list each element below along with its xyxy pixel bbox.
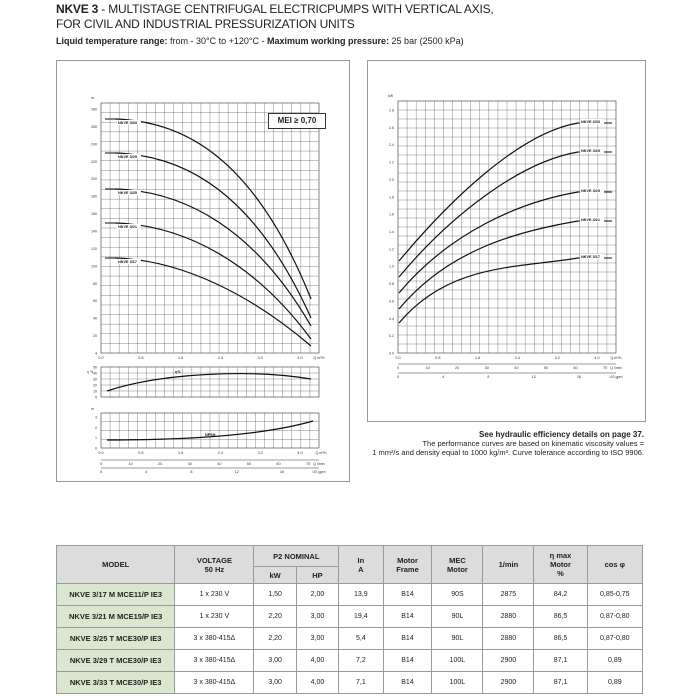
head-x-tick: 2.4 bbox=[217, 356, 224, 360]
head-y-tick: 200 bbox=[91, 177, 97, 182]
series-name: NKVE 3 bbox=[56, 2, 99, 16]
power-y-tick: 0.6 bbox=[389, 299, 394, 304]
subtitle bbox=[56, 36, 656, 46]
power-x-tick: 2.4 bbox=[514, 356, 521, 360]
cell-rpm: 2875 bbox=[483, 584, 534, 606]
head-y-tick: 180 bbox=[91, 194, 97, 199]
power-curve-label: NKVE 3/29 bbox=[581, 149, 600, 153]
npsh-x-tick: 3.2 bbox=[257, 451, 263, 455]
power-y-tick: 0.2 bbox=[389, 334, 394, 339]
eff-y-tick: 10 bbox=[93, 389, 97, 394]
spec-table bbox=[56, 545, 643, 694]
power-curve-label: NKVE 3/25 bbox=[581, 189, 600, 193]
table-row bbox=[57, 606, 643, 628]
cell-frame: B14 bbox=[383, 606, 432, 628]
cell-frame: B14 bbox=[383, 584, 432, 606]
head-chart-curves bbox=[105, 119, 311, 346]
head-x-unit: Q m³/h bbox=[313, 356, 325, 360]
cell-hp: 3,00 bbox=[296, 606, 338, 628]
power-curve-label: NKVE 3/17 bbox=[581, 255, 600, 259]
table-row bbox=[57, 628, 643, 650]
cell-mec: 90L bbox=[432, 606, 483, 628]
head-curve bbox=[115, 119, 311, 299]
cell-cos: 0,89 bbox=[587, 672, 642, 694]
cell-in: 7,2 bbox=[339, 650, 383, 672]
col-cos: cos φ bbox=[587, 546, 642, 584]
power-y-tick: 2.0 bbox=[389, 177, 394, 182]
npsh-curve-label: NPSH bbox=[205, 433, 216, 437]
eff-y-unit: η % bbox=[87, 370, 94, 374]
eff-curve-label: η% bbox=[175, 370, 181, 374]
head-x-tick: 4.0 bbox=[297, 356, 303, 360]
cell-voltage: 1 x 230 V bbox=[175, 584, 254, 606]
power-gpm-tick: 0 bbox=[396, 375, 400, 379]
head-y-tick: 100 bbox=[91, 264, 97, 269]
right-chart-panel bbox=[367, 60, 646, 422]
npsh-y-tick: 2 bbox=[95, 425, 97, 430]
eff-y-tick: 20 bbox=[93, 383, 97, 388]
power-lmin-tick: 60 bbox=[573, 366, 578, 370]
cell-rpm: 2880 bbox=[483, 606, 534, 628]
head-curve-label: NKVE 3/33 bbox=[118, 121, 137, 125]
head-x-tick: 3.2 bbox=[257, 356, 263, 360]
eta-unit: % bbox=[557, 569, 564, 578]
cell-kw: 3,00 bbox=[254, 672, 296, 694]
mec-sub: Motor bbox=[447, 564, 468, 574]
cell-eta: 86,5 bbox=[534, 606, 587, 628]
in-label: In bbox=[357, 555, 365, 565]
col-voltage bbox=[175, 546, 254, 584]
power-y-tick: 1.2 bbox=[389, 247, 394, 252]
cell-frame: B14 bbox=[383, 672, 432, 694]
col-hp: HP bbox=[296, 567, 338, 584]
power-lmin-unit: Q l/min bbox=[610, 366, 622, 370]
cell-hp: 2,00 bbox=[296, 584, 338, 606]
lmin-x-tick: 40 bbox=[217, 462, 222, 466]
temp-label: Liquid temperature range: bbox=[56, 36, 168, 46]
eff-y-tick: 50 bbox=[93, 365, 97, 370]
head-y-tick: 240 bbox=[91, 142, 97, 147]
cell-hp: 4,00 bbox=[296, 650, 338, 672]
cell-rpm: 2900 bbox=[483, 672, 534, 694]
power-x-unit: Q m³/h bbox=[610, 356, 622, 360]
lmin-x-tick: 20 bbox=[158, 462, 163, 466]
npsh-x-tick: 0.0 bbox=[98, 451, 104, 455]
col-rpm: 1/min bbox=[483, 546, 534, 584]
power-chart bbox=[368, 61, 645, 421]
cell-kw: 1,50 bbox=[254, 584, 296, 606]
power-gpm-unit: US gpm bbox=[609, 375, 623, 379]
col-frame bbox=[383, 546, 432, 584]
title-line-1 bbox=[56, 2, 656, 17]
pressure-value: 25 bar (2500 kPa) bbox=[389, 36, 464, 46]
mei-badge: MEI ≥ 0,70 bbox=[268, 113, 326, 129]
power-x-tick: 0.8 bbox=[435, 356, 441, 360]
cell-cos: 0,85-0,75 bbox=[587, 584, 642, 606]
head-y-tick: 160 bbox=[91, 212, 97, 217]
temp-value: from - 30°C to +120°C - bbox=[167, 36, 267, 46]
voltage-sub: 50 Hz bbox=[204, 564, 225, 574]
gpm-unit: US gpm bbox=[312, 470, 326, 474]
power-gpm-tick: 16 bbox=[576, 375, 582, 379]
power-x-tick: 1.6 bbox=[474, 356, 481, 360]
npsh-y-tick: 0 bbox=[95, 446, 97, 451]
cell-frame: B14 bbox=[383, 650, 432, 672]
npsh-x-unit: Q m³/h bbox=[315, 451, 327, 455]
title-line-2: FOR CIVIL AND INDUSTRIAL PRESSURIZATION UNITS bbox=[56, 17, 355, 31]
power-y-tick: 0.0 bbox=[389, 351, 394, 356]
npsh-x-tick: 0.8 bbox=[138, 451, 144, 455]
cell-hp: 3,00 bbox=[296, 628, 338, 650]
cell-eta: 87,1 bbox=[534, 672, 587, 694]
eta-label: η max bbox=[549, 551, 572, 560]
title-text: - MULTISTAGE CENTRIFUGAL ELECTRICPUMPS WITH VERTICAL AXIS, bbox=[98, 2, 494, 16]
col-in bbox=[339, 546, 383, 584]
cell-kw: 2,20 bbox=[254, 606, 296, 628]
cell-cos: 0,87-0,80 bbox=[587, 606, 642, 628]
table-row bbox=[57, 650, 643, 672]
npsh-y-tick: 3 bbox=[95, 415, 97, 420]
head-y-tick: 280 bbox=[91, 107, 97, 112]
cell-mec: 90L bbox=[432, 628, 483, 650]
head-y-tick: 80 bbox=[93, 281, 97, 286]
head-curve-label: NKVE 3/17 bbox=[118, 260, 137, 264]
head-y-tick: 120 bbox=[91, 246, 97, 251]
power-x-tick: 3.2 bbox=[554, 356, 560, 360]
power-y-tick: 0.4 bbox=[389, 316, 394, 321]
power-gpm-tick: 12 bbox=[531, 375, 536, 379]
cell-voltage: 1 x 230 V bbox=[175, 606, 254, 628]
voltage-label: VOLTAGE bbox=[196, 555, 232, 565]
eff-y-tick: 30 bbox=[93, 377, 97, 382]
lmin-x-tick: 0 bbox=[99, 462, 103, 466]
eff-y-tick: 40 bbox=[93, 371, 97, 376]
gpm-x-tick: 8 bbox=[190, 470, 193, 474]
head-curve bbox=[115, 258, 311, 346]
power-y-tick: 1.0 bbox=[389, 264, 394, 269]
power-lmin-tick: 0 bbox=[396, 366, 400, 370]
head-y-tick: 260 bbox=[91, 124, 97, 129]
head-y-tick: 20 bbox=[93, 334, 97, 339]
lmin-unit: Q l/min bbox=[313, 462, 325, 466]
lmin-x-tick: 10 bbox=[128, 462, 133, 466]
power-lmin-tick: 40 bbox=[514, 366, 519, 370]
frame-sub: Frame bbox=[396, 564, 419, 574]
npsh-chart-grid bbox=[91, 407, 319, 451]
gpm-x-tick: 12 bbox=[234, 470, 239, 474]
lmin-x-tick: 70 bbox=[305, 462, 311, 466]
power-lmin-tick: 50 bbox=[543, 366, 549, 370]
table-row bbox=[57, 672, 643, 694]
cell-in: 5,4 bbox=[339, 628, 383, 650]
head-curve-label: NKVE 3/29 bbox=[118, 155, 137, 159]
power-y-tick: 2.4 bbox=[389, 143, 394, 148]
power-curve bbox=[399, 258, 578, 323]
head-curve-label: NKVE 3/21 bbox=[118, 225, 137, 229]
power-y-tick: 2.6 bbox=[389, 125, 394, 130]
head-y-tick: 4 bbox=[95, 351, 97, 356]
cell-voltage: 3 x 380-415Δ bbox=[175, 628, 254, 650]
npsh-y-tick: 1 bbox=[95, 436, 97, 441]
power-curve bbox=[399, 192, 578, 293]
power-y-tick: 2.8 bbox=[389, 108, 394, 113]
cell-kw: 2,20 bbox=[254, 628, 296, 650]
head-y-unit: m bbox=[91, 96, 95, 100]
cell-hp: 4,00 bbox=[296, 672, 338, 694]
mec-label: MEC bbox=[449, 555, 466, 565]
power-x-tick: 4.0 bbox=[594, 356, 600, 360]
npsh-y-unit: m bbox=[91, 407, 94, 411]
cell-frame: B14 bbox=[383, 628, 432, 650]
head-x-tick: 1.6 bbox=[177, 356, 184, 360]
cell-eta: 86,5 bbox=[534, 628, 587, 650]
head-y-tick: 40 bbox=[93, 316, 97, 321]
cell-mec: 100L bbox=[432, 672, 483, 694]
cell-voltage: 3 x 380-415Δ bbox=[175, 672, 254, 694]
power-y-tick: 1.4 bbox=[389, 230, 394, 234]
npsh-x-tick: 1.6 bbox=[177, 451, 184, 455]
cell-model: NKVE 3/29 T MCE30/P IE3 bbox=[57, 650, 175, 672]
frame-label: Motor bbox=[397, 555, 418, 565]
power-curve-label: NKVE 3/21 bbox=[581, 218, 600, 222]
eff-chart-grid bbox=[87, 366, 319, 400]
power-lmin-tick: 10 bbox=[425, 366, 430, 370]
power-gpm-tick: 8 bbox=[487, 375, 490, 379]
eta-sub: Motor bbox=[550, 560, 571, 569]
power-y-tick: 1.6 bbox=[389, 212, 394, 217]
table-body bbox=[57, 584, 643, 694]
cell-model: NKVE 3/17 M MCE11/P IE3 bbox=[57, 584, 175, 606]
col-model: MODEL bbox=[57, 546, 175, 584]
gpm-x-tick: 16 bbox=[279, 470, 285, 474]
head-x-tick: 0.0 bbox=[98, 356, 104, 360]
power-x-tick: 0.0 bbox=[395, 356, 401, 360]
note-bold: See hydraulic efficiency details on page 37. bbox=[479, 430, 644, 439]
note-line-1: The performance curves are based on kinematic viscosity values = bbox=[422, 439, 644, 448]
cell-in: 7,1 bbox=[339, 672, 383, 694]
npsh-x-tick: 4.0 bbox=[297, 451, 303, 455]
eff-y-tick: 0 bbox=[95, 395, 97, 400]
in-sub: A bbox=[358, 564, 364, 574]
cell-in: 19,4 bbox=[339, 606, 383, 628]
power-curve bbox=[399, 123, 578, 261]
cell-cos: 0,87-0,80 bbox=[587, 628, 642, 650]
col-eta bbox=[534, 546, 587, 584]
lmin-x-tick: 50 bbox=[246, 462, 252, 466]
cell-eta: 87,1 bbox=[534, 650, 587, 672]
note-line-2: 1 mm²/s and density equal to 1000 kg/m³. Curve tolerance according to ISO 9906. bbox=[372, 448, 644, 457]
cell-model: NKVE 3/25 T MCE30/P IE3 bbox=[57, 628, 175, 650]
power-y-tick: 0.8 bbox=[389, 282, 394, 287]
col-p2: P2 NOMINAL bbox=[254, 546, 339, 567]
performance-note bbox=[314, 430, 644, 457]
head-curve-label: NKVE 3/25 bbox=[118, 191, 137, 195]
head-y-tick: 60 bbox=[93, 299, 97, 304]
cell-mec: 100L bbox=[432, 650, 483, 672]
power-y-tick: 2.2 bbox=[389, 160, 394, 165]
cell-in: 13,9 bbox=[339, 584, 383, 606]
cell-mec: 90S bbox=[432, 584, 483, 606]
bottom-axes bbox=[98, 451, 326, 474]
cell-model: NKVE 3/21 M MCE15/P IE3 bbox=[57, 606, 175, 628]
cell-rpm: 2900 bbox=[483, 650, 534, 672]
cell-cos: 0,89 bbox=[587, 650, 642, 672]
gpm-x-tick: 0 bbox=[99, 470, 103, 474]
cell-kw: 3,00 bbox=[254, 650, 296, 672]
cell-voltage: 3 x 380-415Δ bbox=[175, 650, 254, 672]
table-row bbox=[57, 584, 643, 606]
lmin-x-tick: 30 bbox=[187, 462, 192, 466]
head-y-tick: 140 bbox=[91, 229, 97, 234]
head-x-tick: 0.8 bbox=[138, 356, 144, 360]
cell-eta: 84,2 bbox=[534, 584, 587, 606]
cell-model: NKVE 3/33 T MCE30/P IE3 bbox=[57, 672, 175, 694]
col-mec bbox=[432, 546, 483, 584]
table-header-row bbox=[57, 546, 643, 567]
power-lmin-tick: 20 bbox=[455, 366, 460, 370]
power-lmin-tick: 70 bbox=[602, 366, 608, 370]
lmin-x-tick: 60 bbox=[276, 462, 281, 466]
power-lmin-tick: 30 bbox=[484, 366, 489, 370]
col-kw: kW bbox=[254, 567, 296, 584]
head-y-tick: 220 bbox=[91, 159, 97, 164]
head-curve bbox=[115, 189, 311, 326]
power-curve-label: NKVE 3/33 bbox=[581, 120, 600, 124]
cell-rpm: 2880 bbox=[483, 628, 534, 650]
pressure-label: Maximum working pressure: bbox=[267, 36, 390, 46]
power-chart-axes bbox=[388, 94, 622, 379]
header bbox=[56, 2, 656, 46]
gpm-x-tick: 4 bbox=[145, 470, 148, 474]
power-y-unit: kW bbox=[388, 94, 394, 98]
eff-curve bbox=[107, 374, 311, 391]
power-chart-grid bbox=[398, 101, 616, 353]
npsh-x-tick: 2.4 bbox=[217, 451, 224, 455]
power-y-tick: 1.8 bbox=[389, 195, 394, 200]
power-chart-curves bbox=[399, 119, 612, 323]
power-gpm-tick: 4 bbox=[442, 375, 445, 379]
left-chart-panel bbox=[56, 60, 350, 482]
